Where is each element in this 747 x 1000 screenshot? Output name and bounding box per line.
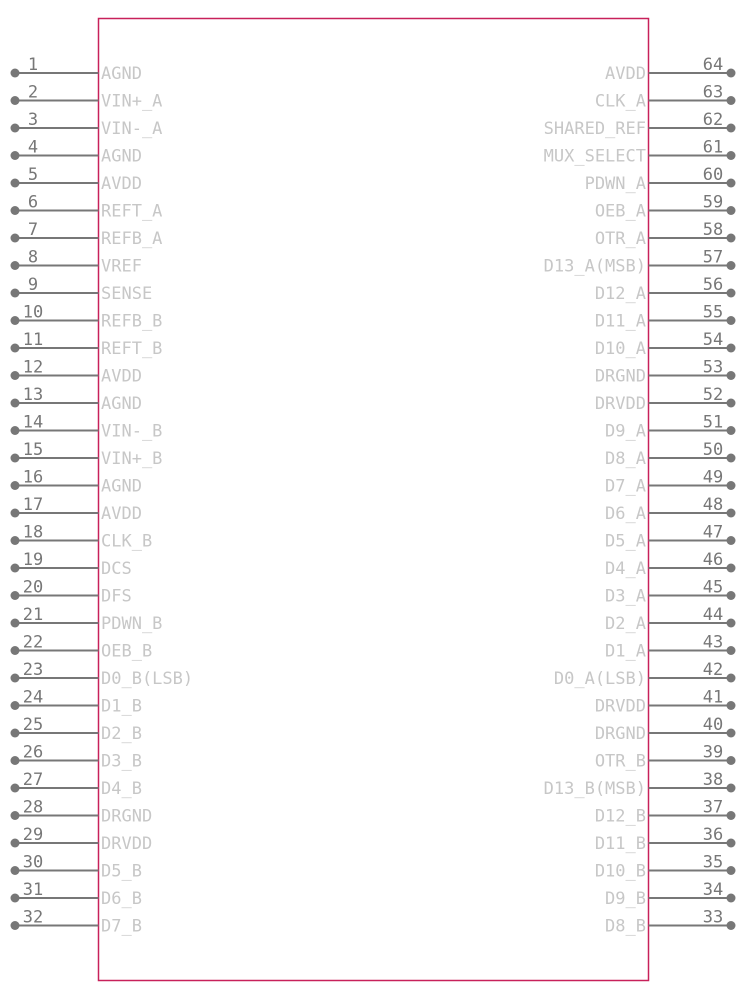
pin-name: AGND [101,476,142,497]
pin-number: 32 [22,907,44,928]
pin-60 [585,165,736,194]
pin-name: D12_A [594,284,646,304]
pin-endpoint-dot [727,261,736,270]
pin-number: 40 [702,715,724,735]
pin-33 [605,908,735,937]
pin-endpoint-dot [11,646,20,655]
pin-35 [595,853,736,882]
pin-16 [11,468,142,497]
pin-endpoint-dot [11,866,20,875]
pin-31 [11,880,142,909]
pin-number: 53 [702,357,724,378]
pin-number: 56 [702,275,724,295]
pin-37 [595,798,736,827]
pin-endpoint-dot [11,619,20,628]
pin-name: D11_B [594,834,646,854]
pin-name: AVDD [101,504,142,524]
pin-name: DRVDD [101,834,153,854]
pin-39 [595,743,736,772]
pin-number: 17 [22,495,44,515]
pin-24 [11,688,142,717]
pin-name: D5_B [101,861,142,882]
pin-number: 9 [27,275,39,295]
pin-number: 19 [22,550,44,570]
pin-name: AVDD [101,366,142,387]
pin-endpoint-dot [11,481,20,490]
pin-name: VIN-_B [101,421,163,442]
pin-number: 62 [702,110,724,130]
pin-number: 43 [702,632,724,653]
pin-55 [595,303,736,332]
pin-number: 57 [702,247,724,268]
pin-endpoint-dot [11,261,20,270]
pin-name: D7_A [605,476,646,497]
pin-57 [544,248,736,277]
pin-endpoint-dot [727,151,736,160]
pin-name: PDWN_B [101,614,163,634]
pin-51 [605,413,735,442]
pins-group [11,55,736,937]
pin-name: DRVDD [594,696,646,717]
pin-2 [11,83,163,112]
pin-endpoint-dot [11,536,20,545]
pin-46 [605,550,735,579]
pin-name: DRGND [594,366,646,387]
pin-number: 26 [22,742,44,763]
pin-name: VIN+_B [101,449,163,469]
pin-endpoint-dot [727,619,736,628]
pin-endpoint-dot [11,344,20,353]
pin-number: 59 [702,192,724,213]
pin-54 [595,330,736,359]
pin-name: VREF [101,256,142,277]
pin-endpoint-dot [11,509,20,518]
pin-29 [11,825,153,854]
pin-endpoint-dot [727,894,736,903]
pin-endpoint-dot [727,289,736,298]
pin-5 [11,165,142,194]
pin-endpoint-dot [727,371,736,380]
pin-11 [11,330,163,359]
pin-name: D1_A [605,641,646,662]
pin-number: 36 [702,825,724,845]
pin-28 [11,798,153,827]
pin-endpoint-dot [11,316,20,325]
pin-12 [11,358,142,387]
pin-endpoint-dot [11,811,20,820]
pin-number: 11 [22,330,44,350]
pin-number: 22 [22,632,44,653]
pin-48 [605,495,735,524]
pin-9 [11,275,153,304]
pin-name: DFS [101,586,132,607]
pin-name: D10_B [594,861,646,882]
pin-14 [11,413,163,442]
pin-47 [605,523,735,552]
pin-name: D10_A [594,339,646,359]
pin-endpoint-dot [727,701,736,710]
pin-name: OEB_B [101,641,153,662]
pin-number: 7 [27,220,39,240]
pin-number: 50 [702,440,724,460]
pin-42 [554,660,736,689]
pin-endpoint-dot [727,481,736,490]
pin-30 [11,853,142,882]
pin-endpoint-dot [727,729,736,738]
pin-number: 35 [702,852,724,873]
pin-endpoint-dot [727,344,736,353]
pin-53 [595,358,736,387]
pin-15 [11,440,163,469]
pin-endpoint-dot [11,454,20,463]
pin-name: REFB_B [101,311,163,332]
pin-name: SENSE [101,284,153,304]
pin-endpoint-dot [727,564,736,573]
pin-number: 47 [702,522,724,543]
pin-63 [595,83,736,112]
pin-45 [605,578,735,607]
pin-38 [544,770,736,799]
pin-number: 12 [22,357,44,378]
pin-27 [11,770,142,799]
pin-endpoint-dot [727,921,736,930]
pin-endpoint-dot [727,811,736,820]
pin-name: D2_A [605,614,646,634]
pin-name: AVDD [101,174,142,194]
pin-endpoint-dot [727,124,736,133]
pin-endpoint-dot [11,96,20,105]
pin-endpoint-dot [727,96,736,105]
pin-endpoint-dot [727,399,736,408]
pin-61 [544,138,736,167]
pin-52 [595,385,736,414]
pin-62 [544,110,736,139]
pin-endpoint-dot [11,894,20,903]
pin-number: 18 [22,522,44,543]
pin-34 [605,880,735,909]
pin-name: CLK_A [594,91,646,112]
pin-number: 24 [22,687,44,708]
pin-name: D9_A [605,421,646,442]
pin-name: REFT_A [101,201,163,222]
pin-number: 58 [702,220,724,240]
pin-name: D13_A(MSB) [543,256,646,277]
pin-endpoint-dot [727,509,736,518]
pin-number: 31 [22,880,44,900]
pin-number: 52 [702,385,724,405]
pin-number: 39 [702,742,724,763]
pin-name: D4_B [101,779,142,799]
pin-32 [11,908,142,937]
pin-endpoint-dot [727,756,736,765]
pin-56 [595,275,736,304]
pin-endpoint-dot [727,234,736,243]
pin-name: PDWN_A [584,174,646,194]
pin-endpoint-dot [11,729,20,738]
pin-number: 54 [702,330,724,350]
pin-number: 30 [22,852,44,873]
pin-endpoint-dot [11,591,20,600]
pin-endpoint-dot [11,701,20,710]
pin-endpoint-dot [11,234,20,243]
pin-endpoint-dot [11,124,20,133]
pin-name: REFT_B [101,339,163,359]
pin-name: VIN-_A [101,119,163,139]
pin-number: 55 [702,302,724,323]
pin-endpoint-dot [11,289,20,298]
pin-endpoint-dot [727,69,736,78]
pin-endpoint-dot [11,151,20,160]
pin-number: 6 [27,192,39,213]
pin-number: 28 [22,797,44,818]
pin-name: AGND [101,146,142,167]
pin-number: 33 [702,907,724,928]
pin-endpoint-dot [11,756,20,765]
pin-23 [11,660,194,689]
pin-name: DRGND [101,806,153,827]
pin-number: 34 [702,880,724,900]
pin-name: VIN+_A [101,91,163,112]
pin-name: D0_B(LSB) [101,669,194,689]
pin-10 [11,303,163,332]
pin-64 [605,55,735,84]
pin-endpoint-dot [11,784,20,793]
pin-name: CLK_B [101,531,153,552]
pin-name: D3_B [101,751,142,772]
pin-number: 44 [702,605,724,625]
pin-name: D6_A [605,504,646,524]
pin-number: 5 [27,165,39,185]
pin-41 [595,688,736,717]
pin-59 [595,193,736,222]
pin-1 [11,55,142,84]
pin-21 [11,605,163,634]
pin-number: 42 [702,660,724,680]
pin-name: D1_B [101,696,142,717]
pin-number: 16 [22,467,44,488]
pin-name: AVDD [605,64,646,84]
pin-name: OTR_A [594,229,646,249]
pin-3 [11,110,163,139]
pin-number: 45 [702,577,724,598]
pin-name: D8_B [605,916,646,937]
pin-name: D6_B [101,889,142,909]
pin-8 [11,248,142,277]
pin-name: D11_A [594,311,646,332]
pin-18 [11,523,153,552]
pin-40 [595,715,736,744]
pin-7 [11,220,163,249]
pin-number: 60 [702,165,724,185]
pin-17 [11,495,142,524]
pin-number: 13 [22,385,44,405]
pin-43 [605,633,735,662]
pin-36 [595,825,736,854]
pin-number: 21 [22,605,44,625]
pin-44 [605,605,735,634]
pin-name: OEB_A [594,201,646,222]
pin-name: D3_A [605,586,646,607]
pin-name: OTR_B [594,751,646,772]
pin-number: 25 [22,715,44,735]
pin-endpoint-dot [727,179,736,188]
pin-number: 15 [22,440,44,460]
pin-22 [11,633,153,662]
pin-number: 2 [27,82,39,103]
pin-number: 23 [22,660,44,680]
pin-name: DRVDD [594,394,646,414]
pin-endpoint-dot [727,536,736,545]
pin-name: D4_A [605,559,646,579]
pin-name: D5_A [605,531,646,552]
pin-58 [595,220,736,249]
pin-number: 10 [22,302,44,323]
pin-25 [11,715,142,744]
pin-number: 3 [27,110,39,130]
pin-endpoint-dot [727,454,736,463]
pin-name: D9_B [605,889,646,909]
pin-endpoint-dot [11,674,20,683]
pin-endpoint-dot [11,426,20,435]
pin-number: 48 [702,495,724,515]
pin-number: 8 [27,247,39,268]
pin-number: 46 [702,550,724,570]
pin-number: 4 [27,137,39,158]
pin-endpoint-dot [11,69,20,78]
pin-13 [11,385,142,414]
pin-endpoint-dot [11,399,20,408]
pin-number: 29 [22,825,44,845]
pin-4 [11,138,142,167]
pin-endpoint-dot [11,179,20,188]
pin-endpoint-dot [727,426,736,435]
pin-endpoint-dot [11,206,20,215]
pin-20 [11,578,132,607]
pin-name: AGND [101,394,142,414]
pin-name: SHARED_REF [543,119,646,139]
pin-number: 27 [22,770,44,790]
pin-number: 1 [27,55,39,75]
pin-endpoint-dot [727,206,736,215]
pin-name: D2_B [101,724,142,744]
pin-number: 64 [702,55,724,75]
pin-name: DCS [101,559,132,579]
pin-endpoint-dot [727,784,736,793]
pin-number: 41 [702,687,724,708]
pin-number: 61 [702,137,724,158]
pin-number: 51 [702,412,724,433]
pin-number: 63 [702,82,724,103]
pin-name: D8_A [605,449,646,469]
pin-endpoint-dot [11,564,20,573]
pin-endpoint-dot [11,839,20,848]
pin-name: D13_B(MSB) [543,779,646,799]
pin-26 [11,743,142,772]
pin-name: D12_B [594,806,646,827]
pin-endpoint-dot [11,921,20,930]
pin-name: D7_B [101,916,142,937]
pin-50 [605,440,735,469]
pin-endpoint-dot [727,646,736,655]
pin-name: REFB_A [101,229,163,249]
pin-endpoint-dot [727,674,736,683]
pin-6 [11,193,163,222]
pin-endpoint-dot [11,371,20,380]
pin-number: 49 [702,467,724,488]
pin-number: 37 [702,797,724,818]
pin-endpoint-dot [727,866,736,875]
pin-name: DRGND [594,724,646,744]
pin-number: 20 [22,577,44,598]
pin-19 [11,550,132,579]
pin-name: MUX_SELECT [543,146,646,167]
pin-number: 38 [702,770,724,790]
pin-number: 14 [22,412,44,433]
pin-name: D0_A(LSB) [553,669,646,689]
pin-endpoint-dot [727,839,736,848]
pin-endpoint-dot [727,316,736,325]
pin-name: AGND [101,64,142,84]
pin-49 [605,468,735,497]
pin-endpoint-dot [727,591,736,600]
